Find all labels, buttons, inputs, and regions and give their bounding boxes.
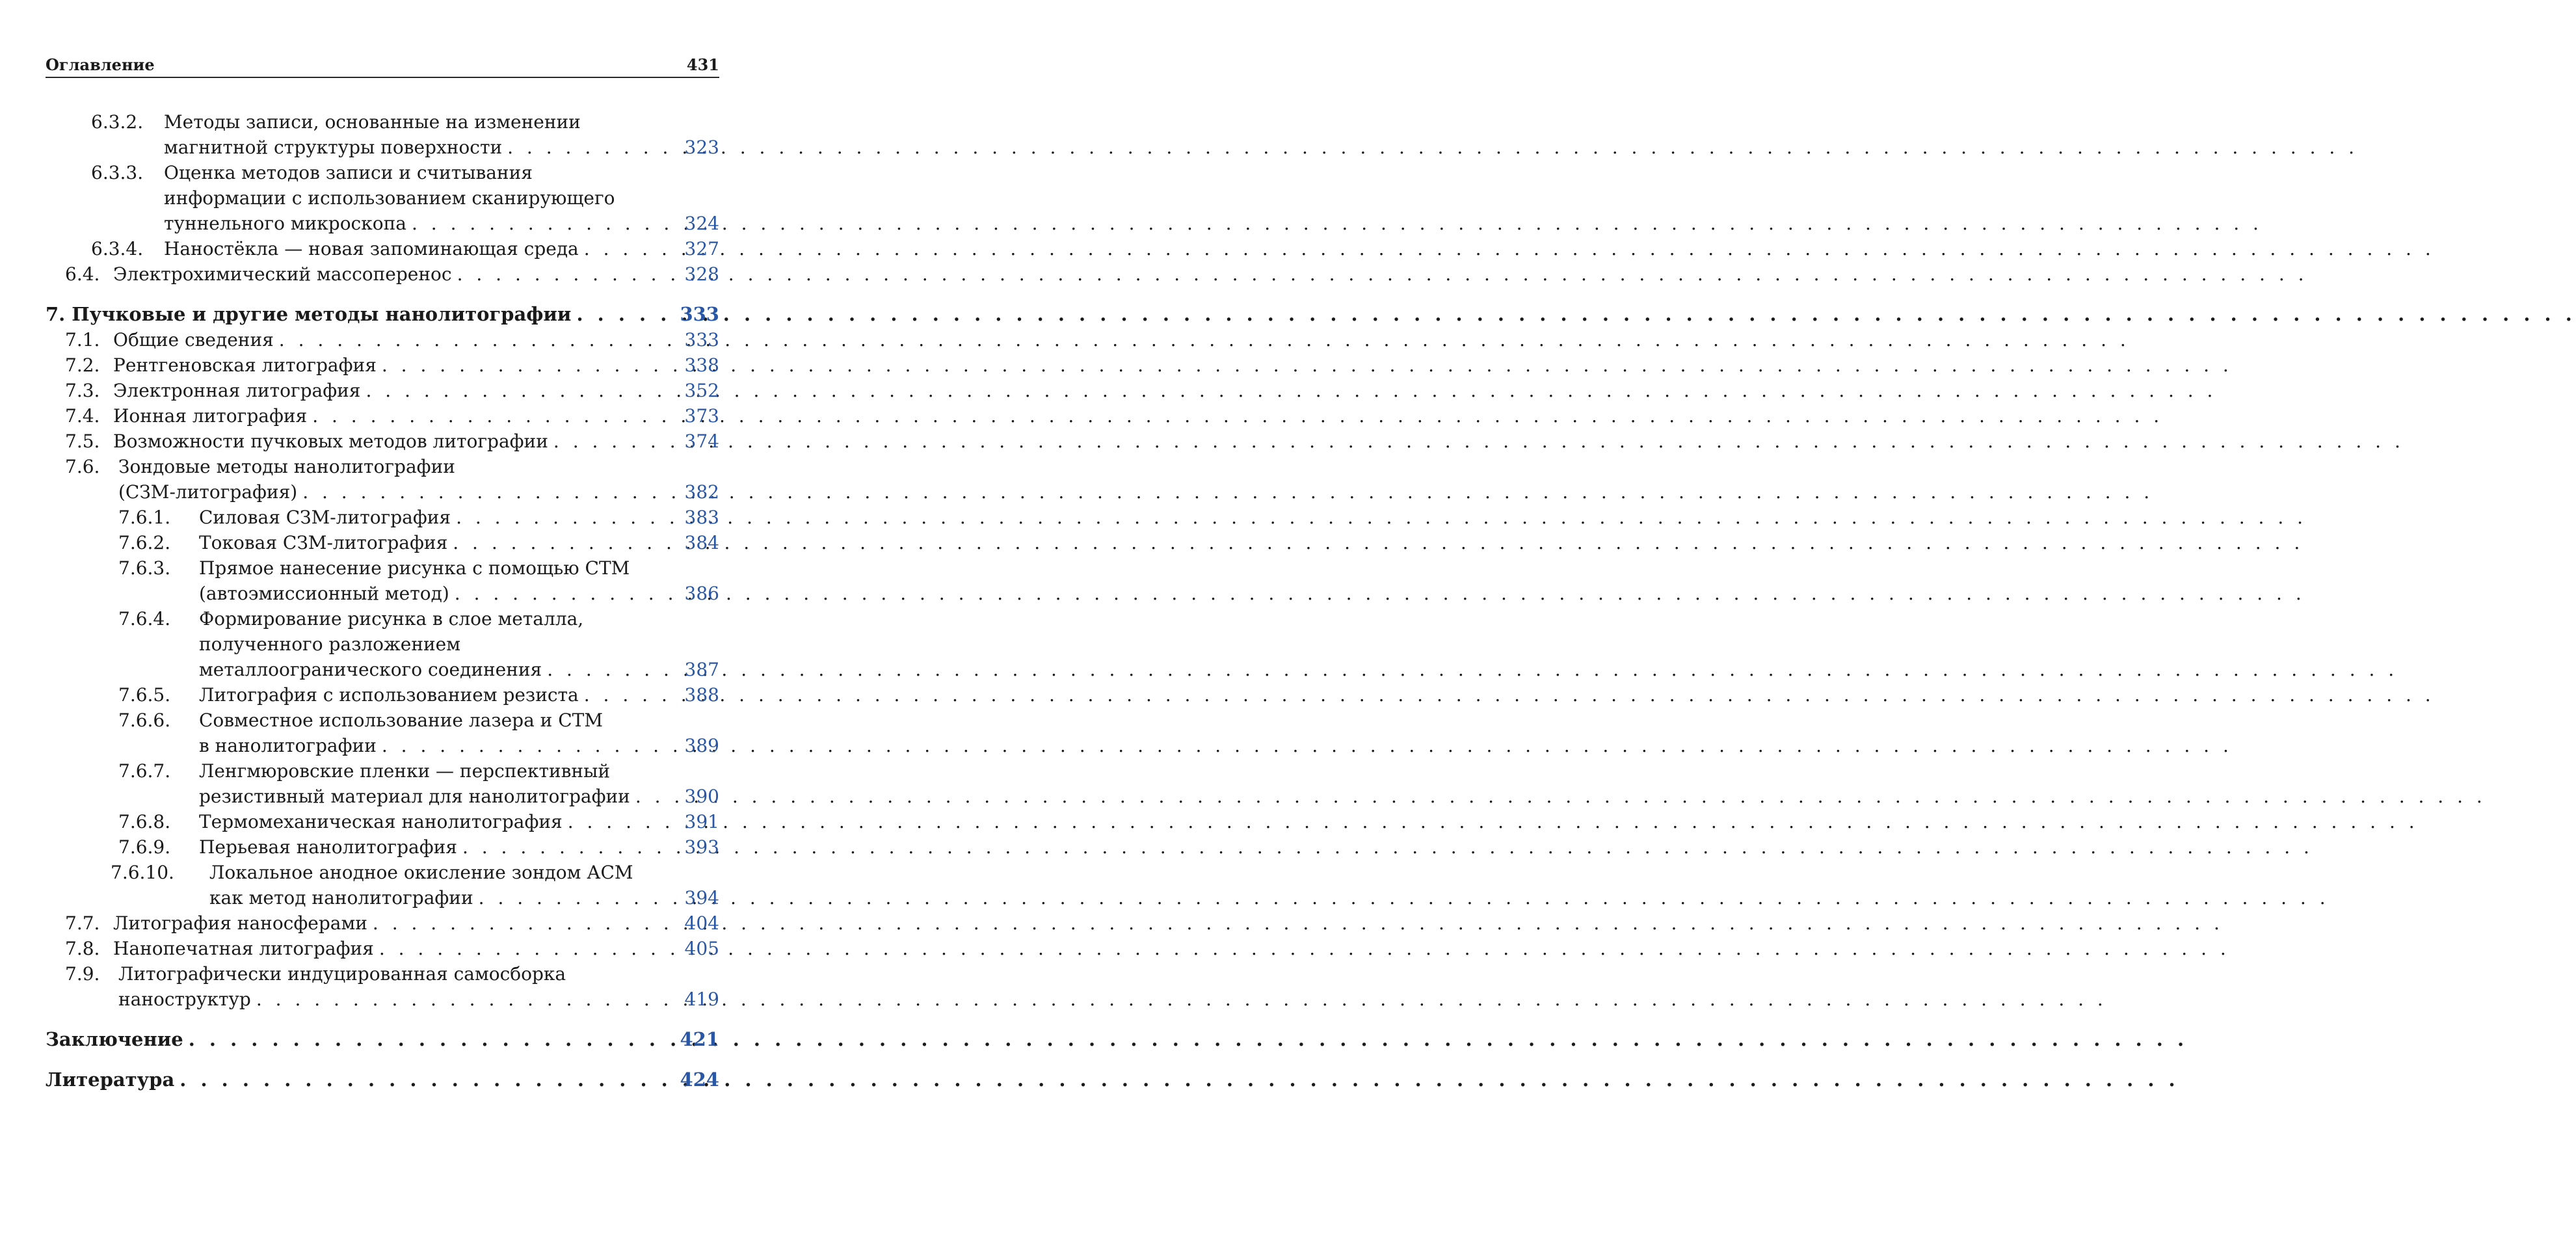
dot-leader <box>502 135 682 160</box>
dot-leader <box>542 657 682 682</box>
toc-entry-page-link[interactable]: 391 <box>684 811 719 832</box>
toc-entry-page-link[interactable]: 424 <box>680 1069 719 1091</box>
toc-entry-number: 7.6.2. <box>118 532 171 553</box>
toc-page <box>0 0 780 1248</box>
toc-entry-page-link[interactable]: 382 <box>684 481 719 503</box>
toc-entry-page-link[interactable]: 386 <box>684 583 719 604</box>
toc-entry[interactable] <box>46 555 719 606</box>
dot-leader <box>307 403 682 429</box>
dot-leader <box>360 378 682 403</box>
toc-entry-title: Токовая СЗМ-литография <box>199 532 448 553</box>
toc-entry-page-link[interactable]: 352 <box>684 380 719 401</box>
dot-leader <box>367 910 682 936</box>
toc-entry[interactable] <box>46 378 719 403</box>
dot-leader <box>457 834 682 860</box>
toc-entry[interactable] <box>46 403 719 429</box>
toc-entry-page-link[interactable]: 419 <box>684 989 719 1010</box>
toc-entry-number: 7.4. <box>65 405 100 427</box>
toc-entry-title: Литография с использованием резиста <box>199 684 579 706</box>
dot-leader <box>579 236 682 261</box>
toc-entry-title: Пучковые и другие методы нанолитографии <box>72 303 572 325</box>
toc-entry[interactable] <box>46 454 719 505</box>
dot-leader <box>274 327 682 352</box>
toc-entry-number: 7.6.8. <box>118 811 171 832</box>
toc-entry[interactable] <box>46 936 719 961</box>
toc-entry-number: 7.6.9. <box>118 836 171 858</box>
dot-leader <box>630 784 682 809</box>
toc-entry-number: 7.2. <box>65 354 100 376</box>
dot-leader <box>251 987 682 1012</box>
toc-entry-page-link[interactable]: 387 <box>684 659 719 680</box>
dot-leader <box>563 809 682 834</box>
toc-entry[interactable] <box>46 961 719 1012</box>
toc-entry[interactable] <box>46 160 719 236</box>
toc-chapter-entry[interactable] <box>46 301 719 327</box>
toc-entry-title-line: Оценка методов записи и считывания <box>164 162 533 183</box>
toc-entry-title: магнитной структуры поверхности <box>164 137 503 158</box>
dot-leader <box>183 1026 678 1052</box>
toc-entry-number: 6.3.3. <box>91 162 144 183</box>
toc-entry-page-link[interactable]: 338 <box>684 354 719 376</box>
dot-leader <box>449 581 682 606</box>
toc-entry-title-line: Совместное использование лазера и СТМ <box>199 710 604 731</box>
toc-entry-title: Наностёкла — новая запоминающая среда <box>164 238 579 259</box>
toc-entry-page-link[interactable]: 374 <box>684 431 719 452</box>
toc-entry-page-link[interactable]: 390 <box>684 786 719 807</box>
toc-entry[interactable] <box>46 834 719 860</box>
toc-entry-number: 6.3.2. <box>91 111 144 133</box>
toc-entry-title-line: полученного разложением <box>199 633 461 655</box>
toc-entry-page-link[interactable]: 323 <box>684 137 719 158</box>
dot-leader <box>579 682 682 708</box>
toc-entry-title: Термомеханическая нанолитография <box>199 811 563 832</box>
dot-leader <box>451 505 682 530</box>
toc-entry[interactable] <box>46 109 719 160</box>
toc-entry-title-line: Литографически индуцированная самосборка <box>118 963 566 985</box>
dot-leader <box>447 530 682 555</box>
dot-leader <box>374 936 682 961</box>
toc-entry-title-line: Локальное анодное окисление зондом АСМ <box>209 862 633 883</box>
dot-leader <box>377 352 682 378</box>
toc-entry[interactable] <box>46 606 719 682</box>
toc-entry[interactable] <box>46 758 719 809</box>
toc-entry-page-link[interactable]: 383 <box>684 507 719 528</box>
toc-entry-title: как метод нанолитографии <box>209 887 473 909</box>
toc-entry-number: 7.9. <box>65 963 100 985</box>
toc-entry[interactable] <box>46 530 719 555</box>
toc-entry[interactable] <box>46 860 719 910</box>
dot-leader <box>174 1067 677 1093</box>
toc-entry-page-link[interactable]: 333 <box>684 329 719 351</box>
toc-entry-page-link[interactable]: 324 <box>684 213 719 234</box>
toc-entry-page-link[interactable]: 389 <box>684 735 719 756</box>
toc-entry-title: в нанолитографии <box>199 735 377 756</box>
toc-entry-title-line: Методы записи, основанные на изменении <box>164 111 581 133</box>
toc-entry-number: 7.8. <box>65 938 100 959</box>
toc-entry-number: 7.6.6. <box>118 710 171 731</box>
toc-entry-title-line: Зондовые методы нанолитографии <box>118 456 455 477</box>
toc-entry-page-link[interactable]: 333 <box>680 303 719 325</box>
toc-entry-number: 7.6.1. <box>118 507 171 528</box>
toc-entry-page-link[interactable]: 388 <box>684 684 719 706</box>
dot-leader <box>548 429 682 454</box>
toc-entry-page-link[interactable]: 405 <box>684 938 719 959</box>
toc-entry-title: Электронная литография <box>113 380 361 401</box>
running-head <box>46 56 719 78</box>
table-of-contents <box>46 109 719 1093</box>
toc-entry-number: 7.6.5. <box>118 684 171 706</box>
toc-entry[interactable] <box>46 261 719 287</box>
toc-chapter-entry[interactable] <box>46 1026 719 1052</box>
toc-entry-title-line: информации с использованием сканирующего <box>164 187 615 209</box>
toc-entry[interactable] <box>46 809 719 834</box>
toc-entry-title: Перьевая нанолитография <box>199 836 457 858</box>
dot-leader <box>571 301 677 327</box>
toc-entry-title: Нанопечатная литография <box>113 938 374 959</box>
toc-entry-title: туннельного микроскопа <box>164 213 406 234</box>
toc-entry-page-link[interactable]: 328 <box>684 263 719 285</box>
toc-entry-number: 7.5. <box>65 431 100 452</box>
dot-leader <box>452 261 682 287</box>
toc-entry[interactable] <box>46 352 719 378</box>
dot-leader <box>406 211 682 236</box>
running-head-page-number: 431 <box>686 55 719 74</box>
toc-entry-title: металлоогранического соединения <box>199 659 542 680</box>
toc-entry-title: Литература <box>46 1069 175 1091</box>
toc-entry-number: 7.6.10. <box>111 862 174 883</box>
toc-entry[interactable] <box>46 910 719 936</box>
toc-entry-title-line: Прямое нанесение рисунка с помощью СТМ <box>199 557 630 579</box>
toc-entry-number: 7.6.7. <box>118 760 171 782</box>
toc-entry-number: 7.6. <box>65 456 100 477</box>
toc-entry-number: 7.1. <box>65 329 100 351</box>
dot-leader <box>473 885 682 910</box>
toc-entry[interactable] <box>46 327 719 352</box>
toc-entry-page-link[interactable]: 393 <box>684 836 719 858</box>
toc-entry-title: наноструктур <box>118 989 251 1010</box>
toc-entry-number: 7.6.4. <box>118 608 171 630</box>
toc-entry-title: Рентгеновская литография <box>113 354 377 376</box>
toc-entry-number: 7.3. <box>65 380 100 401</box>
toc-entry-title: Общие сведения <box>113 329 274 351</box>
toc-entry-title: (автоэмиссионный метод) <box>199 583 449 604</box>
toc-entry-page-link[interactable]: 394 <box>684 887 719 909</box>
toc-entry-title: Электрохимический массоперенос <box>113 263 452 285</box>
dot-leader <box>377 733 682 758</box>
toc-entry-title: Ионная литография <box>113 405 308 427</box>
toc-entry-number: 6.3.4. <box>91 238 144 259</box>
toc-entry-title: Заключение <box>46 1028 183 1050</box>
toc-entry[interactable] <box>46 708 719 758</box>
toc-entry-title: резистивный материал для нанолитографии <box>199 786 630 807</box>
toc-entry[interactable] <box>46 505 719 530</box>
toc-entry-number: 6.4. <box>65 263 100 285</box>
toc-entry[interactable] <box>46 429 719 454</box>
running-head-title: Оглавление <box>46 55 155 74</box>
toc-entry[interactable] <box>46 236 719 261</box>
toc-entry-page-link[interactable]: 421 <box>680 1028 719 1050</box>
toc-entry-title-line: Ленгмюровские пленки — перспективный <box>199 760 611 782</box>
toc-entry-page-link[interactable]: 373 <box>684 405 719 427</box>
toc-entry-title: Силовая СЗМ-литография <box>199 507 451 528</box>
toc-entry-title: (СЗМ-литография) <box>118 481 298 503</box>
toc-entry-number: 7. <box>46 303 66 325</box>
toc-entry-title: Литография наносферами <box>113 912 367 934</box>
toc-entry[interactable] <box>46 682 719 708</box>
toc-entry-title: Возможности пучковых методов литографии <box>113 431 548 452</box>
toc-entry-page-link[interactable]: 384 <box>684 532 719 553</box>
toc-entry-title-line: Формирование рисунка в слое металла, <box>199 608 584 630</box>
toc-chapter-entry[interactable] <box>46 1067 719 1093</box>
toc-entry-number: 7.7. <box>65 912 100 934</box>
dot-leader <box>297 479 682 505</box>
toc-entry-page-link[interactable]: 327 <box>684 238 719 259</box>
toc-entry-number: 7.6.3. <box>118 557 171 579</box>
toc-entry-page-link[interactable]: 404 <box>684 912 719 934</box>
